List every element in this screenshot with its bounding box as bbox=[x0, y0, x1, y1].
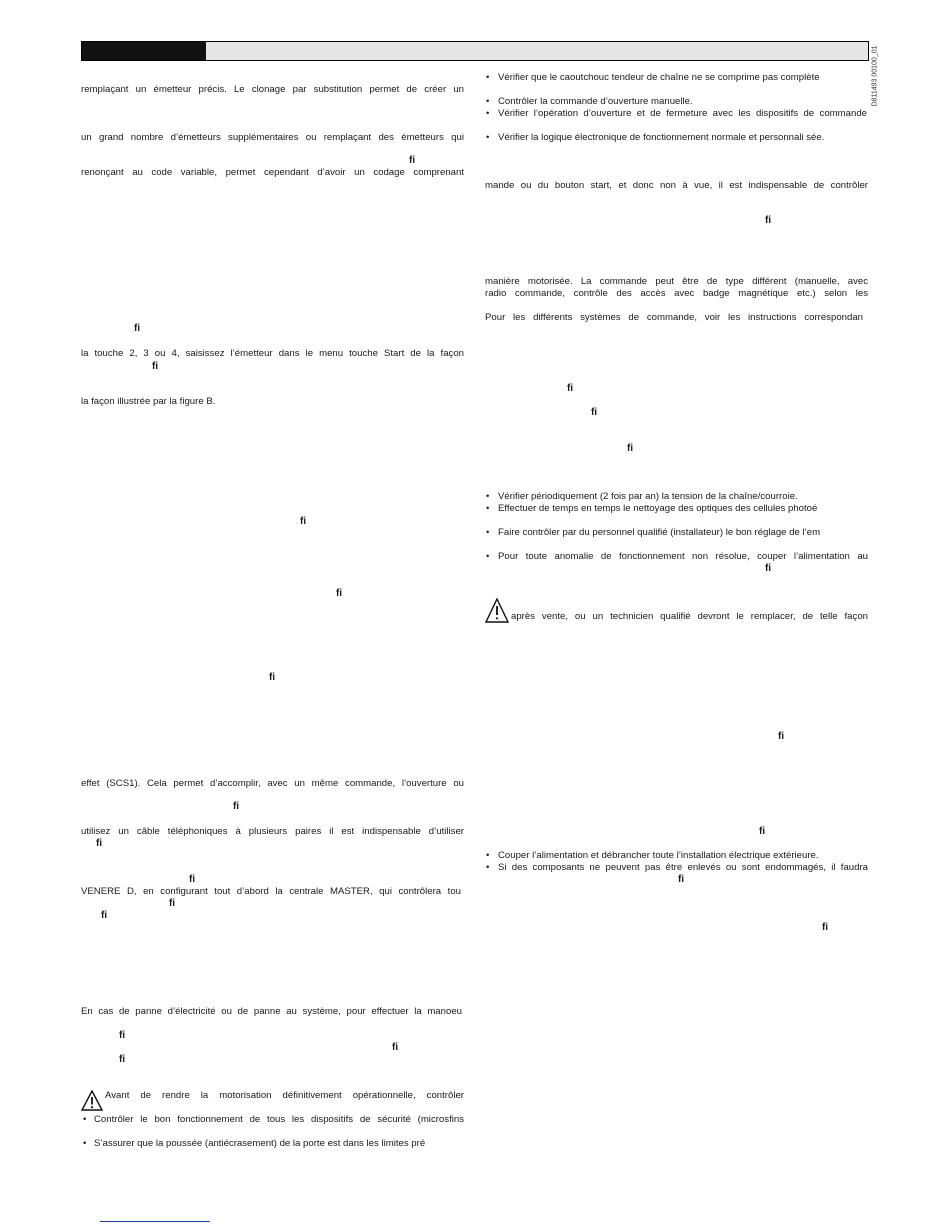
bullet: • bbox=[486, 96, 490, 107]
ligature-glyph: ﬁ bbox=[336, 588, 343, 599]
ligature-glyph: ﬁ bbox=[392, 1042, 399, 1053]
warning-icon bbox=[485, 598, 509, 624]
ligature-glyph: ﬁ bbox=[627, 443, 634, 454]
document-code: D811493 00100_01 bbox=[871, 45, 879, 107]
left-paragraph-4: la touche 2, 3 ou 4, saisissez l’émetteur dans le menu touche Start de la façon bbox=[81, 348, 464, 359]
right-paragraph-2b: radio commande, contrôle des accès avec badge magnétique etc.) selon les bbox=[485, 288, 868, 299]
right-paragraph-2a: manière motorisée. La commande peut être de type différent (manuelle, avec bbox=[485, 276, 868, 287]
warning-icon bbox=[81, 1090, 103, 1112]
bullet: • bbox=[83, 1114, 87, 1125]
right-bullet-2: Contrôler la commande d’ouverture manuelle. bbox=[498, 96, 693, 107]
ligature-glyph: ﬁ bbox=[765, 563, 772, 574]
ligature-glyph: ﬁ bbox=[778, 731, 785, 742]
right-bullet-3: Vérifier l’opération d’ouverture et de fermeture avec les dispositifs de commande bbox=[498, 108, 867, 119]
ligature-glyph: ﬁ bbox=[134, 323, 141, 334]
ligature-glyph: ﬁ bbox=[678, 874, 685, 885]
bullet: • bbox=[486, 108, 490, 119]
right-warning-text: après vente, ou un technicien qualifié devront le remplacer, de telle façon bbox=[511, 611, 868, 622]
bullet: • bbox=[486, 527, 490, 538]
left-paragraph-6: effet (SCS1). Cela permet d’accomplir, avec un même commande, l’ouverture ou bbox=[81, 778, 464, 789]
ligature-glyph: ﬁ bbox=[96, 838, 103, 849]
right-paragraph-1: mande ou du bouton start, et donc non à vue, il est indispensable de contrôler bbox=[485, 180, 868, 191]
ligature-glyph: ﬁ bbox=[101, 910, 108, 921]
right-bullet-4: Vérifier la logique électronique de fonctionnement normale et personnali sée. bbox=[498, 132, 825, 143]
ligature-glyph: ﬁ bbox=[567, 383, 574, 394]
right-bullet-5: Vérifier périodiquement (2 fois par an) la tension de la chaîne/courroie. bbox=[498, 491, 798, 502]
right-bullet-7: Faire contrôler par du personnel qualifié (installateur) le bon réglage de l’em bbox=[498, 527, 821, 538]
ligature-glyph: ﬁ bbox=[765, 215, 772, 226]
right-bullet-1: Vérifier que le caoutchouc tendeur de chaîne ne se comprime pas complète bbox=[498, 72, 820, 83]
ligature-glyph: ﬁ bbox=[119, 1030, 126, 1041]
right-paragraph-3: Pour les différents systèmes de commande, voir les instructions correspondan bbox=[485, 312, 863, 323]
bullet: • bbox=[486, 850, 490, 861]
ligature-glyph: ﬁ bbox=[822, 922, 829, 933]
right-bullet-10: Si des composants ne peuvent pas être enlevés ou sont endommagés, il faudra bbox=[498, 862, 868, 873]
ligature-glyph: ﬁ bbox=[152, 361, 159, 372]
left-paragraph-7: utilisez un câble téléphoniques à plusieurs paires il est indispensable d’utiliser bbox=[81, 826, 464, 837]
ligature-glyph: ﬁ bbox=[169, 898, 176, 909]
left-bullet-2: S’assurer que la poussée (antiécrasement) de la porte est dans les limites pré bbox=[94, 1138, 426, 1149]
right-bullet-9: Couper l’alimentation et débrancher toute l’installation électrique extérieure. bbox=[498, 850, 819, 861]
left-paragraph-8: VENERE D, en configurant tout d’abord la centrale MASTER, qui contrôlera tou bbox=[81, 886, 461, 897]
ligature-glyph: ﬁ bbox=[269, 672, 276, 683]
ligature-glyph: ﬁ bbox=[759, 826, 766, 837]
left-paragraph-3: renonçant au code variable, permet cependant d’avoir un codage comprenant bbox=[81, 167, 464, 178]
header-black-tab bbox=[82, 42, 206, 60]
right-bullet-8: Pour toute anomalie de fonctionnement non résolue, couper l’alimentation au bbox=[498, 551, 868, 562]
footer-link-underline bbox=[100, 1221, 210, 1222]
left-paragraph-2: un grand nombre d’émetteurs supplémentaires ou remplaçant des émetteurs qui bbox=[81, 132, 464, 143]
right-bullet-6: Effectuer de temps en temps le nettoyage des optiques des cellules photoé bbox=[498, 503, 818, 514]
left-paragraph-5: la façon illustrée par la figure B. bbox=[81, 396, 216, 407]
bullet: • bbox=[486, 551, 490, 562]
bullet: • bbox=[486, 862, 490, 873]
ligature-glyph: ﬁ bbox=[300, 516, 307, 527]
left-warning-text: Avant de rendre la motorisation définitivement opérationnelle, contrôler bbox=[105, 1090, 464, 1101]
bullet: • bbox=[486, 132, 490, 143]
bullet: • bbox=[486, 491, 490, 502]
header-bar bbox=[81, 41, 869, 61]
ligature-glyph: ﬁ bbox=[409, 155, 416, 166]
left-paragraph-9: En cas de panne d’électricité ou de panne au système, pour effectuer la manoeu bbox=[81, 1006, 462, 1017]
ligature-glyph: ﬁ bbox=[119, 1054, 126, 1065]
bullet: • bbox=[83, 1138, 87, 1149]
left-bullet-1: Contrôler le bon fonctionnement de tous les dispositifs de sécurité (microsfins bbox=[94, 1114, 464, 1125]
ligature-glyph: ﬁ bbox=[233, 801, 240, 812]
left-paragraph-1: remplaçant un émetteur précis. Le clonage par substitution permet de créer un bbox=[81, 84, 464, 95]
ligature-glyph: ﬁ bbox=[591, 407, 598, 418]
bullet: • bbox=[486, 503, 490, 514]
bullet: • bbox=[486, 72, 490, 83]
ligature-glyph: ﬁ bbox=[189, 874, 196, 885]
